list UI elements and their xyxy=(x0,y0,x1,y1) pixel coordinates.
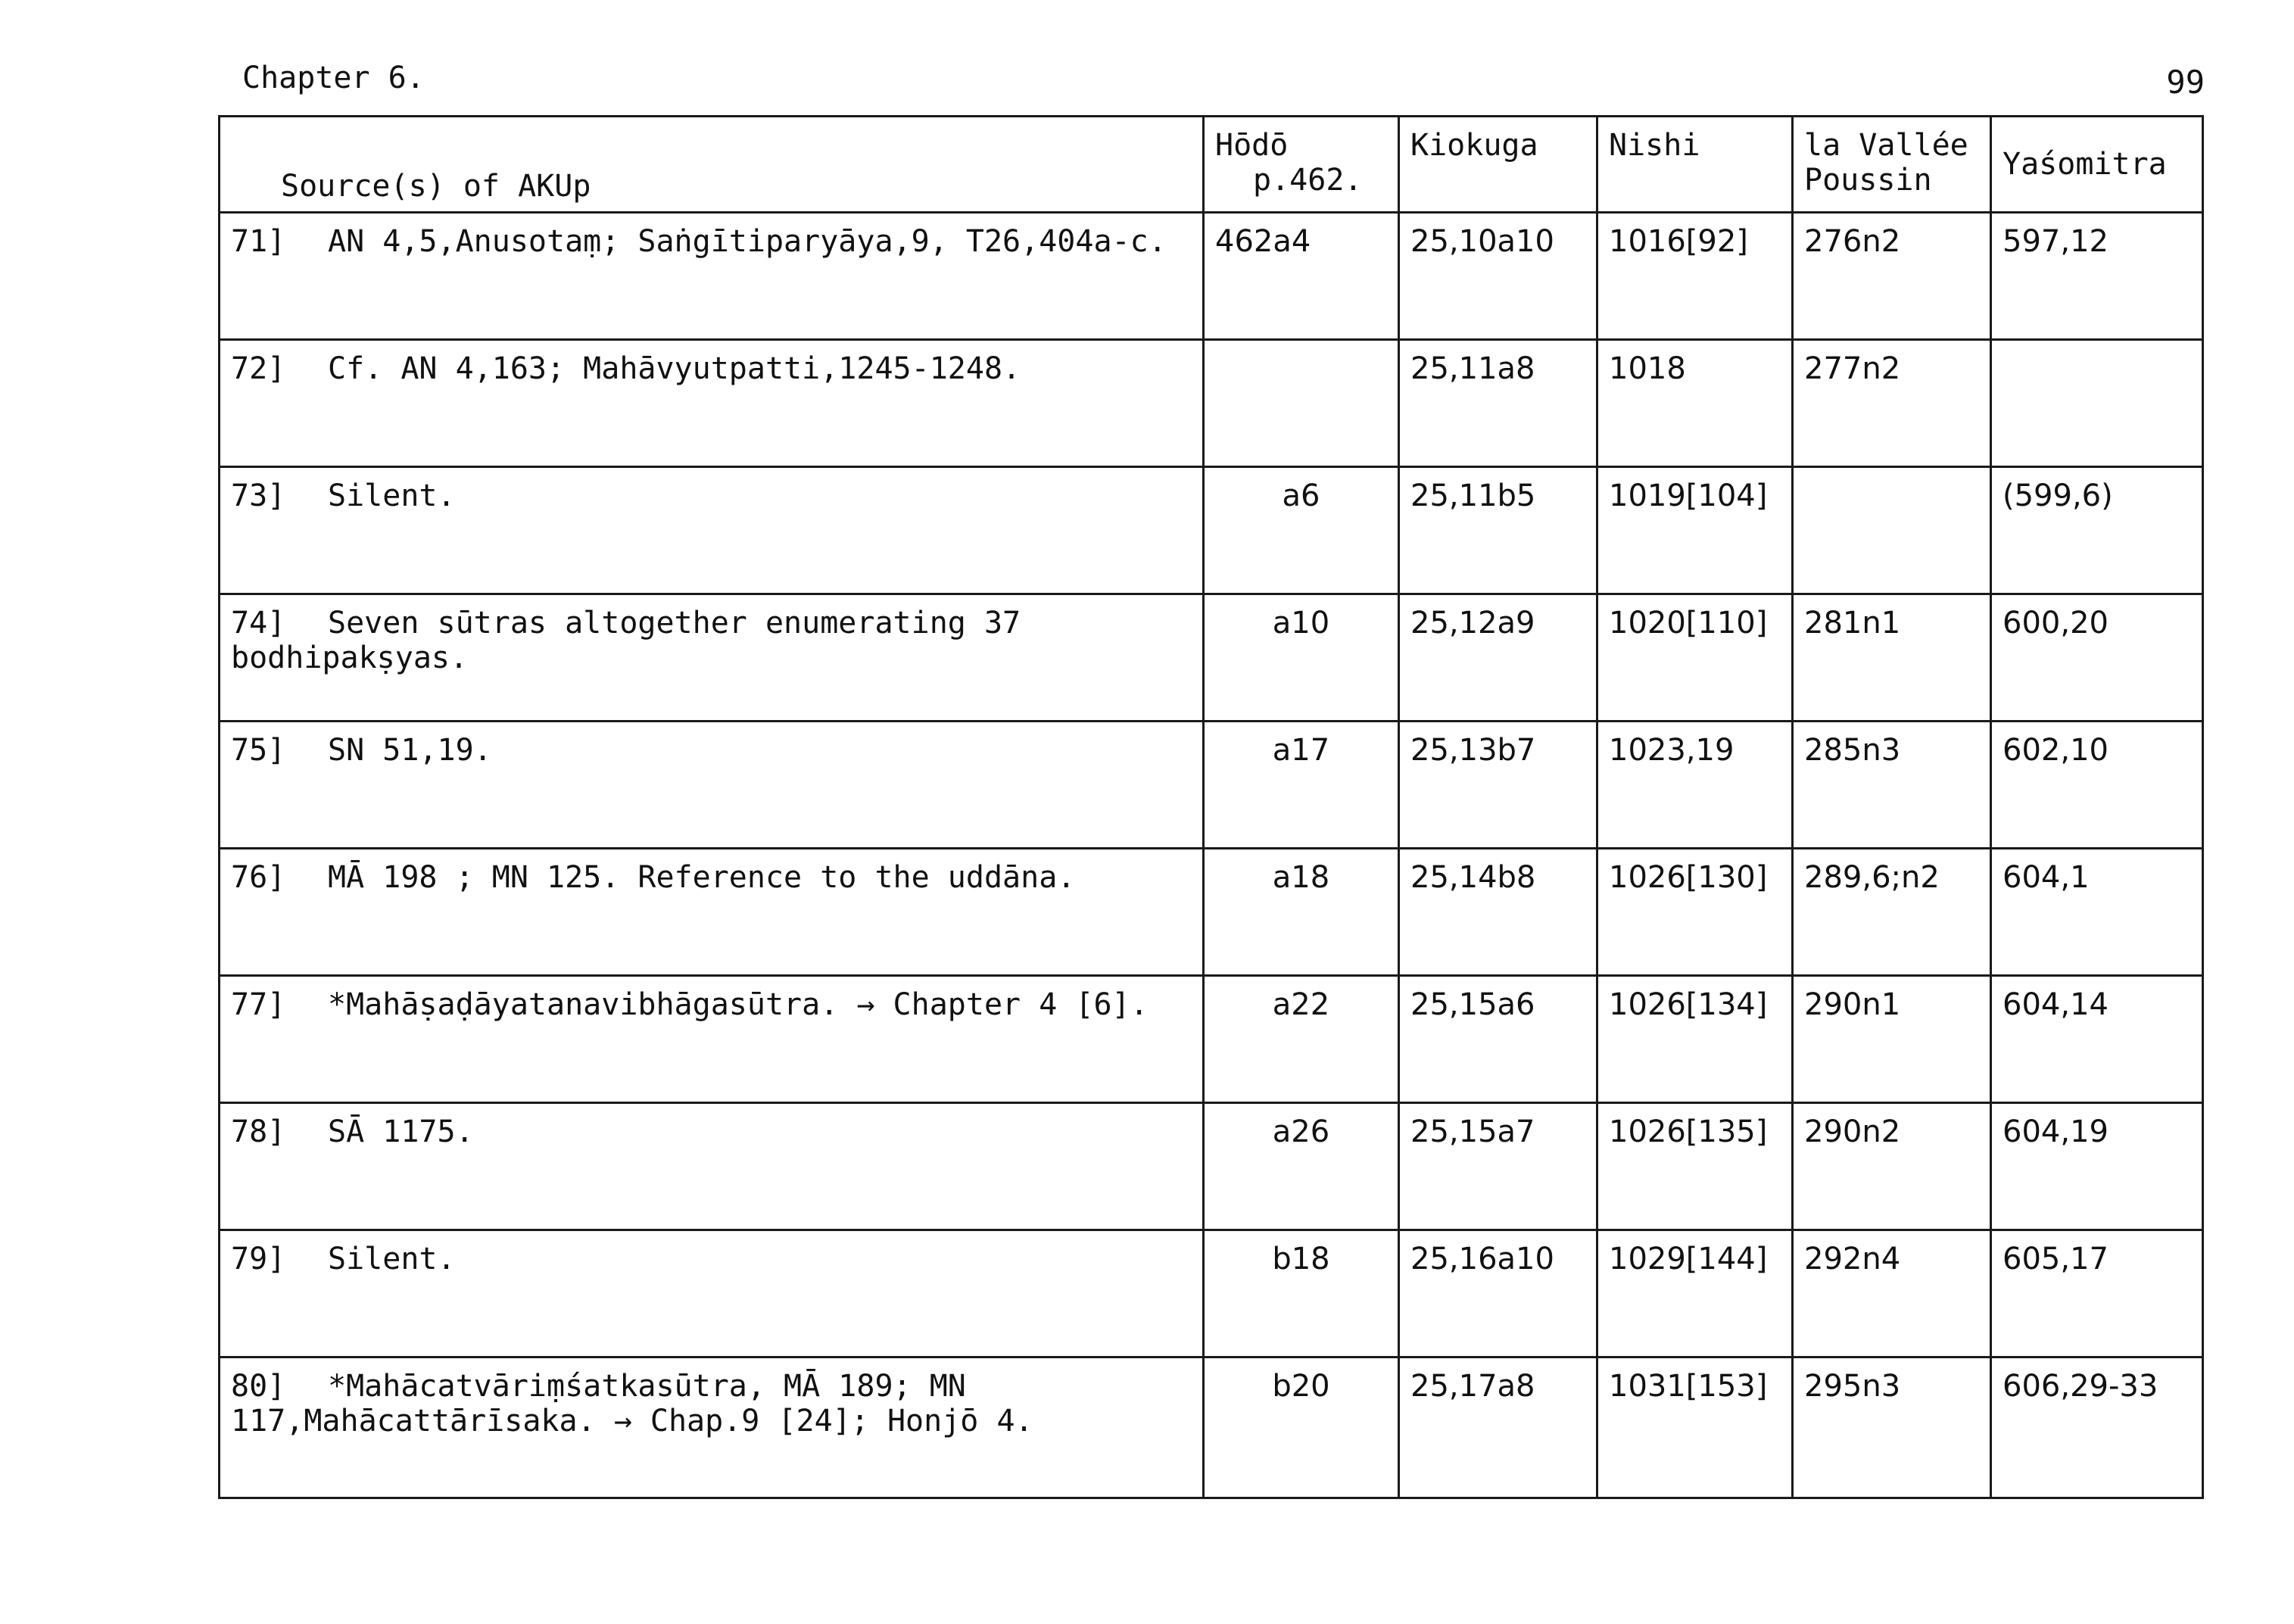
page-number: 99 xyxy=(2166,64,2205,101)
hodo-cell: b20 xyxy=(1204,1357,1399,1498)
entry-number: 79] xyxy=(231,1242,286,1276)
yasomitra-cell: 604,1 xyxy=(1991,849,2203,976)
source-text: SN 51,19. xyxy=(328,733,492,768)
nishi-cell: 1016[92] xyxy=(1597,213,1793,340)
kiokuga-cell: 25,13b7 xyxy=(1399,722,1597,849)
hodo-cell: a26 xyxy=(1204,1103,1399,1230)
nishi-cell: 1026[134] xyxy=(1597,976,1793,1103)
source-text: SĀ 1175. xyxy=(328,1114,474,1149)
kiokuga-cell: 25,15a6 xyxy=(1399,976,1597,1103)
hodo-cell: a18 xyxy=(1204,849,1399,976)
table-row xyxy=(220,1103,2203,1230)
source-cell xyxy=(220,594,1204,722)
table-row xyxy=(220,976,2203,1103)
lavallee-cell: 290n1 xyxy=(1793,976,1991,1103)
hodo-cell: a17 xyxy=(1204,722,1399,849)
yasomitra-cell xyxy=(1991,340,2203,467)
lavallee-cell: 276n2 xyxy=(1793,213,1991,340)
entry-number: 76] xyxy=(231,860,286,895)
source-cell xyxy=(220,1357,1204,1498)
kiokuga-cell: 25,14b8 xyxy=(1399,849,1597,976)
hodo-cell: a6 xyxy=(1204,467,1399,594)
source-text: *Mahācatvāriṃśatkasūtra, MĀ 189; MN 117,Mahācattārīsaka. → Chap.9 [24]; Honjō 4. xyxy=(231,1369,1033,1439)
lavallee-cell: 277n2 xyxy=(1793,340,1991,467)
entry-number: 73] xyxy=(231,478,286,513)
nishi-cell: 1020[110] xyxy=(1597,594,1793,722)
yasomitra-cell: 597,12 xyxy=(1991,213,2203,340)
kiokuga-cell: 25,10a10 xyxy=(1399,213,1597,340)
entry-number: 77] xyxy=(231,987,286,1022)
source-text: MĀ 198 ; MN 125. Reference to the uddāna. xyxy=(328,860,1076,895)
source-cell xyxy=(220,340,1204,467)
nishi-cell: 1026[130] xyxy=(1597,849,1793,976)
column-header-yasomitra: Yaśomitra xyxy=(1991,117,2203,213)
lavallee-cell: 285n3 xyxy=(1793,722,1991,849)
kiokuga-cell: 25,11b5 xyxy=(1399,467,1597,594)
lavallee-header-line1: la Vallée xyxy=(1804,128,1968,163)
column-header-hodo xyxy=(1204,117,1399,213)
column-header-source: Source(s) of AKUp xyxy=(220,117,1204,213)
nishi-cell: 1031[153] xyxy=(1597,1357,1793,1498)
table-row xyxy=(220,594,2203,722)
sources-table xyxy=(218,115,2204,1499)
column-header-lavallee xyxy=(1793,117,1991,213)
source-text: Seven sūtras altogether enumerating 37 bodhipakṣyas. xyxy=(231,606,1021,675)
lavallee-cell: 281n1 xyxy=(1793,594,1991,722)
table-row xyxy=(220,1230,2203,1357)
table-row xyxy=(220,849,2203,976)
hodo-cell: 462a4 xyxy=(1204,213,1399,340)
entry-number: 80] xyxy=(231,1369,286,1404)
source-cell xyxy=(220,213,1204,340)
source-text: AN 4,5,Anusotaṃ; Saṅgītiparyāya,9, T26,404a-c. xyxy=(328,224,1167,259)
entry-number: 72] xyxy=(231,351,286,386)
source-text: Silent. xyxy=(328,1242,456,1276)
yasomitra-cell: 604,19 xyxy=(1991,1103,2203,1230)
lavallee-cell: 289,6;n2 xyxy=(1793,849,1991,976)
hodo-header-line1: Hōdō xyxy=(1215,128,1289,163)
yasomitra-cell: 602,10 xyxy=(1991,722,2203,849)
lavallee-header-line2: Poussin xyxy=(1804,163,1932,198)
entry-number: 78] xyxy=(231,1114,286,1149)
table-row xyxy=(220,213,2203,340)
lavallee-cell xyxy=(1793,467,1991,594)
chapter-heading: Chapter 6. xyxy=(242,61,425,95)
entry-number: 75] xyxy=(231,733,286,768)
nishi-cell: 1018 xyxy=(1597,340,1793,467)
column-header-kiokuga: Kiokuga xyxy=(1399,117,1597,213)
entry-number: 71] xyxy=(231,224,286,259)
hodo-cell xyxy=(1204,340,1399,467)
source-cell xyxy=(220,849,1204,976)
lavallee-cell: 292n4 xyxy=(1793,1230,1991,1357)
kiokuga-cell: 25,11a8 xyxy=(1399,340,1597,467)
column-header-nishi: Nishi xyxy=(1597,117,1793,213)
nishi-cell: 1023,19 xyxy=(1597,722,1793,849)
source-text: Silent. xyxy=(328,478,456,513)
yasomitra-cell: 606,29-33 xyxy=(1991,1357,2203,1498)
yasomitra-cell: 600,20 xyxy=(1991,594,2203,722)
source-cell xyxy=(220,467,1204,594)
hodo-header-line2: p.462. xyxy=(1253,163,1363,198)
yasomitra-cell: 605,17 xyxy=(1991,1230,2203,1357)
nishi-cell: 1029[144] xyxy=(1597,1230,1793,1357)
lavallee-cell: 290n2 xyxy=(1793,1103,1991,1230)
yasomitra-cell: (599,6) xyxy=(1991,467,2203,594)
source-text: *Mahāṣaḍāyatanavibhāgasūtra. → Chapter 4 [6]. xyxy=(328,987,1149,1022)
hodo-cell: b18 xyxy=(1204,1230,1399,1357)
table-row xyxy=(220,722,2203,849)
kiokuga-cell: 25,12a9 xyxy=(1399,594,1597,722)
nishi-cell: 1026[135] xyxy=(1597,1103,1793,1230)
kiokuga-cell: 25,17a8 xyxy=(1399,1357,1597,1498)
table-header-row xyxy=(220,117,2203,213)
table-row xyxy=(220,340,2203,467)
source-cell xyxy=(220,722,1204,849)
source-text: Cf. AN 4,163; Mahāvyutpatti,1245-1248. xyxy=(328,351,1021,386)
source-cell xyxy=(220,1103,1204,1230)
kiokuga-cell: 25,16a10 xyxy=(1399,1230,1597,1357)
hodo-cell: a22 xyxy=(1204,976,1399,1103)
table-row xyxy=(220,467,2203,594)
source-cell xyxy=(220,976,1204,1103)
lavallee-cell: 295n3 xyxy=(1793,1357,1991,1498)
table-row xyxy=(220,1357,2203,1498)
entry-number: 74] xyxy=(231,606,286,641)
kiokuga-cell: 25,15a7 xyxy=(1399,1103,1597,1230)
yasomitra-cell: 604,14 xyxy=(1991,976,2203,1103)
source-cell xyxy=(220,1230,1204,1357)
hodo-cell: a10 xyxy=(1204,594,1399,722)
nishi-cell: 1019[104] xyxy=(1597,467,1793,594)
